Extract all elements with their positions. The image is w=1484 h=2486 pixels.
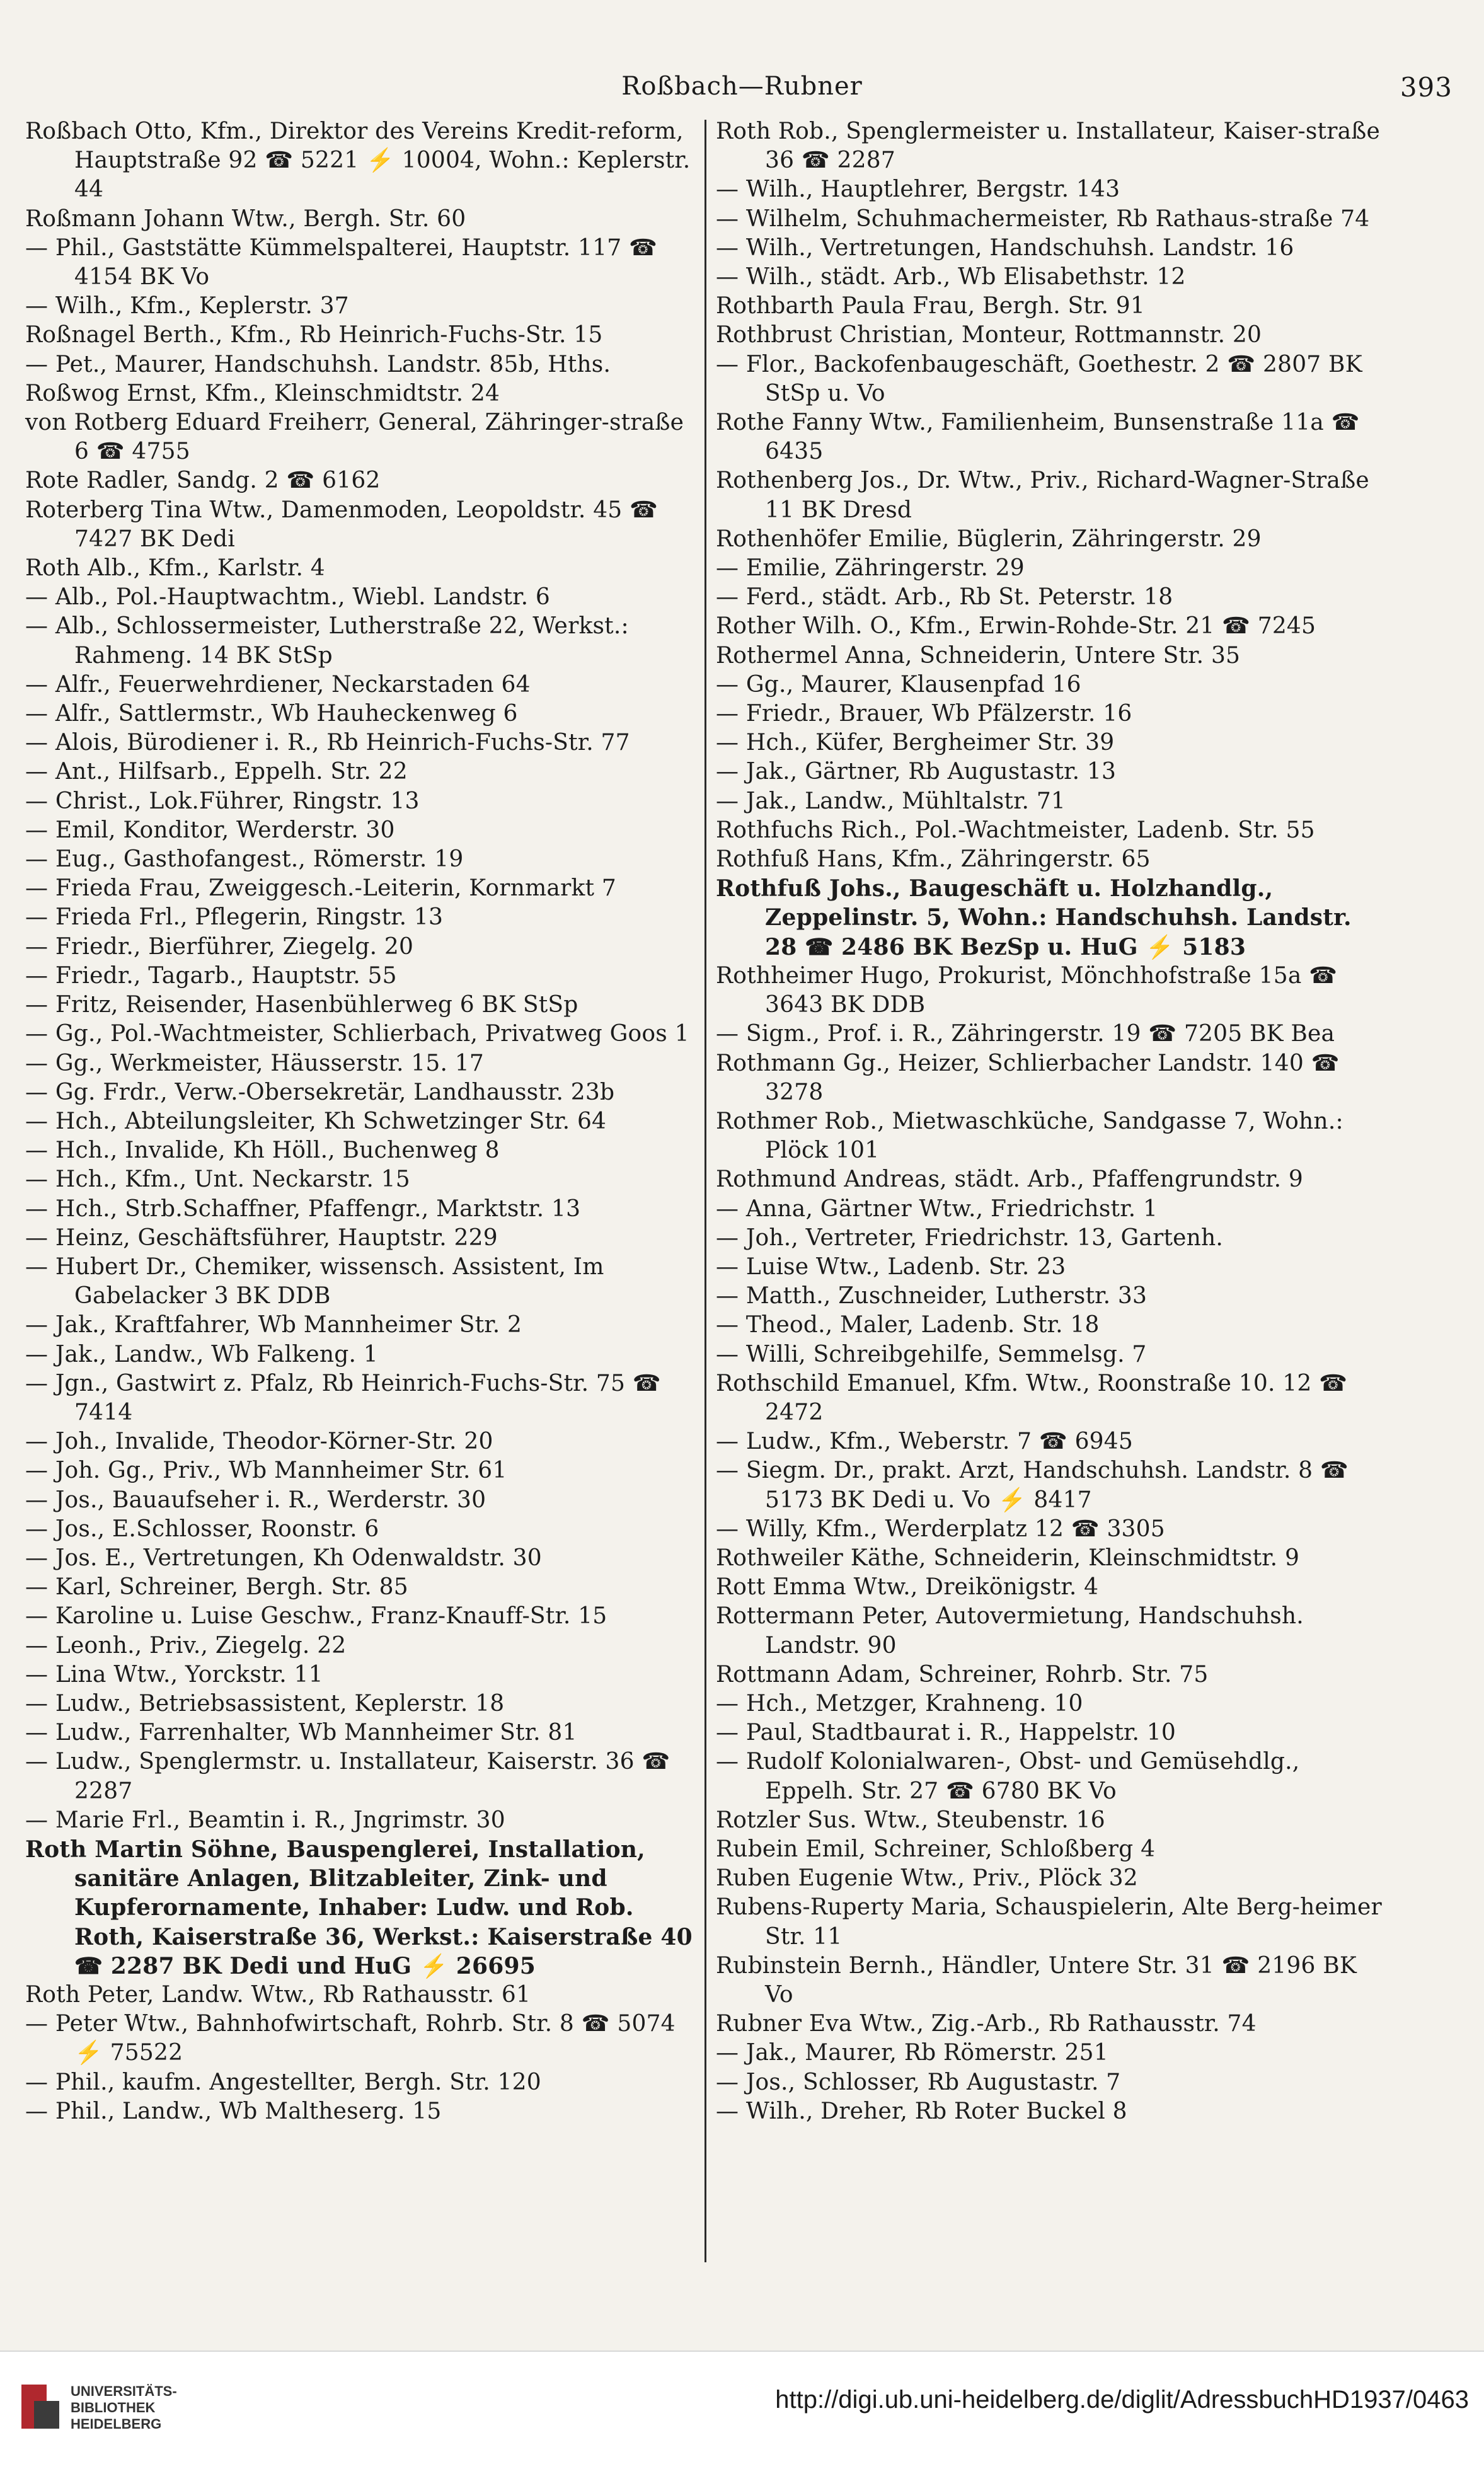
directory-entry: — Ludw., Kfm., Weberstr. 7 ☎ 6945 [716,1429,1134,1455]
directory-entry: — Willy, Kfm., Werderplatz 12 ☎ 3305 [716,1516,1165,1542]
directory-entry: — Jos., Bauaufseher i. R., Werderstr. 30 [25,1487,486,1513]
directory-entry: Rothmann Gg., Heizer, Schlierbacher Landstr. 140 ☎ 3278 [716,1050,1340,1105]
directory-entry: Rubinstein Bernh., Händler, Untere Str. 31 ☎ 2196 BK Vo [716,1952,1357,2008]
directory-entry: — Karoline u. Luise Geschw., Franz-Knauff-Str. 15 [25,1603,607,1630]
directory-entry: — Ludw., Farrenhalter, Wb Mannheimer Str. 81 [25,1720,577,1746]
directory-entry: — Friedr., Tagarb., Hauptstr. 55 [25,962,397,989]
directory-entry: — Joh. Gg., Priv., Wb Mannheimer Str. 61 [25,1458,507,1484]
directory-entry: Rothenberg Jos., Dr. Wtw., Priv., Richard-Wagner-Straße 11 BK Dresd [716,468,1369,523]
directory-entry: — Wilh., Hauptlehrer, Bergstr. 143 [716,176,1120,203]
directory-entry: — Phil., Gaststätte Kümmelspalterei, Hauptstr. 117 ☎ 4154 BK Vo [25,234,658,291]
directory-entry: — Wilh., Vertretungen, Handschuhsh. Landstr. 16 [716,234,1294,261]
directory-entry: — Wilh., Dreher, Rb Roter Buckel 8 [716,2098,1127,2124]
directory-entry: — Leonh., Priv., Ziegelg. 22 [25,1632,347,1659]
directory-entry: Rothbrust Christian, Monteur, Rottmannstr. 20 [716,322,1262,348]
directory-entry: Rothheimer Hugo, Prokurist, Mönchhofstraße 15a ☎ 3643 BK DDB [716,962,1338,1018]
directory-entry: Rottmann Adam, Schreiner, Rohrb. Str. 75 [716,1661,1209,1688]
directory-entry: — Wilh., städt. Arb., Wb Elisabethstr. 12 [716,264,1186,291]
directory-entry: Rothweiler Käthe, Schneiderin, Kleinschmidtstr. 9 [716,1545,1300,1571]
directory-entry: — Karl, Schreiner, Bergh. Str. 85 [25,1574,408,1601]
directory-entry: von Rotberg Eduard Freiherr, General, Zähringer-straße 6 ☎ 4755 [25,410,684,465]
directory-entry: Roth Peter, Landw. Wtw., Rb Rathausstr. 61 [25,1982,531,2008]
directory-entry: Roth Martin Söhne, Bauspenglerei, Installation, sanitäre Anlagen, Blitzableiter, Zink- und Kupferornamente, Inhaber: Ludw. und Rob. Roth, Kaiserstraße 36, Werkst.: Kaiserstraße 40 ☎ 2287 BK Dedi und HuG ⚡ 26695 [25,1836,693,1979]
directory-entry: — Jos., E.Schlosser, Roonstr. 6 [25,1516,379,1542]
directory-entry: — Anna, Gärtner Wtw., Friedrichstr. 1 [716,1195,1158,1222]
directory-entry: — Siegm. Dr., prakt. Arzt, Handschuhsh. Landstr. 8 ☎ 5173 BK Dedi u. Vo ⚡ 8417 [716,1458,1349,1513]
directory-entry: — Hch., Küfer, Bergheimer Str. 39 [716,730,1115,756]
directory-entry: — Christ., Lok.Führer, Ringstr. 13 [25,788,420,814]
directory-entry: — Peter Wtw., Bahnhofwirtschaft, Rohrb. Str. 8 ☎ 5074 ⚡ 75522 [25,2011,676,2066]
directory-entry: — Emilie, Zähringerstr. 29 [716,555,1025,582]
directory-entry: — Heinz, Geschäftsführer, Hauptstr. 229 [25,1224,498,1251]
directory-entry: — Ferd., städt. Arb., Rb St. Peterstr. 18 [716,584,1173,611]
directory-entry: Rottermann Peter, Autovermietung, Handschuhsh. Landstr. 90 [716,1603,1304,1659]
directory-entry: — Matth., Zuschneider, Lutherstr. 33 [716,1283,1148,1309]
directory-entry: — Alfr., Sattlermstr., Wb Hauheckenweg 6 [25,701,518,727]
directory-entry: — Pet., Maurer, Handschuhsh. Landstr. 85b, Hths. [25,351,611,377]
directory-entry: — Willi, Schreibgehilfe, Semmelsg. 7 [716,1341,1147,1367]
directory-entry: — Jak., Maurer, Rb Römerstr. 251 [716,2040,1108,2066]
library-logo[interactable] [10,2366,199,2466]
directory-entry: Roßnagel Berth., Kfm., Rb Heinrich-Fuchs-Str. 15 [25,322,603,348]
directory-entry: — Theod., Maler, Ladenb. Str. 18 [716,1312,1100,1338]
directory-entry: — Wilh., Kfm., Keplerstr. 37 [25,293,349,319]
directory-entry: — Phil., Landw., Wb Maltheserg. 15 [25,2098,442,2124]
directory-entry: — Hch., Invalide, Kh Höll., Buchenweg 8 [25,1137,500,1164]
logo-text [71,2383,177,2432]
directory-entry: Roth Alb., Kfm., Karlstr. 4 [25,555,325,582]
directory-entry: — Frieda Frl., Pflegerin, Ringstr. 13 [25,904,444,931]
directory-entry: Roth Rob., Spenglermeister u. Installateur, Kaiser-straße 36 ☎ 2287 [716,118,1381,174]
directory-entry: — Fritz, Reisender, Hasenbühlerweg 6 BK StSp [25,992,578,1018]
source-url-link[interactable]: http://digi.ub.uni-heidelberg.de/diglit/AdressbuchHD1937/0463 [775,2386,1469,2414]
directory-entry: Rubner Eva Wtw., Zig.-Arb., Rb Rathausstr. 74 [716,2011,1257,2037]
directory-entry: — Hubert Dr., Chemiker, wissensch. Assistent, Im Gabelacker 3 BK DDB [25,1253,604,1309]
logo-line: HEIDELBERG [71,2416,162,2432]
directory-entry: Rubens-Ruperty Maria, Schauspielerin, Alte Berg-heimer Str. 11 [716,1894,1382,1950]
directory-entry: Rote Radler, Sandg. 2 ☎ 6162 [25,468,381,494]
directory-entry: — Friedr., Bierführer, Ziegelg. 20 [25,933,414,960]
directory-entry: — Hch., Kfm., Unt. Neckarstr. 15 [25,1166,410,1193]
directory-entry: Rothe Fanny Wtw., Familienheim, Bunsenstraße 11a ☎ 6435 [716,410,1360,465]
directory-entry: — Alois, Bürodiener i. R., Rb Heinrich-Fuchs-Str. 77 [25,730,630,756]
directory-entry: — Alb., Schlossermeister, Lutherstraße 22, Werkst.: Rahmeng. 14 BK StSp [25,613,629,669]
directory-entry: Rubein Emil, Schreiner, Schloßberg 4 [716,1836,1156,1862]
directory-entry: — Phil., kaufm. Angestellter, Bergh. Str. 120 [25,2069,541,2095]
directory-entry: — Jak., Landw., Wb Falkeng. 1 [25,1341,378,1367]
directory-entry: — Alb., Pol.-Hauptwachtm., Wiebl. Landstr. 6 [25,584,551,611]
left-column [25,117,699,2126]
page-title: Roßbach—Rubner [621,72,863,101]
column-divider [705,120,706,2262]
directory-entry: Rott Emma Wtw., Dreikönigstr. 4 [716,1574,1099,1601]
directory-entry: Rothmund Andreas, städt. Arb., Pfaffengrundstr. 9 [716,1166,1303,1193]
directory-entry: — Jos., Schlosser, Rb Augustastr. 7 [716,2069,1121,2095]
directory-entry: — Jak., Kraftfahrer, Wb Mannheimer Str. 2 [25,1312,522,1338]
directory-entry: Roßmann Johann Wtw., Bergh. Str. 60 [25,205,466,232]
directory-entry: — Rudolf Kolonialwaren-, Obst- und Gemüsehdlg., Eppelh. Str. 27 ☎ 6780 BK Vo [716,1749,1300,1804]
directory-entry: — Gg., Maurer, Klausenpfad 16 [716,671,1081,698]
directory-entry: — Paul, Stadtbaurat i. R., Happelstr. 10 [716,1720,1176,1746]
directory-entry: Rother Wilh. O., Kfm., Erwin-Rohde-Str. 21 ☎ 7245 [716,613,1316,640]
directory-entry: — Jgn., Gastwirt z. Pfalz, Rb Heinrich-Fuchs-Str. 75 ☎ 7414 [25,1370,661,1425]
directory-entry: Rothbarth Paula Frau, Bergh. Str. 91 [716,293,1146,319]
directory-entry: Rothenhöfer Emilie, Büglerin, Zähringerstr. 29 [716,526,1262,552]
directory-entry: — Emil, Konditor, Werderstr. 30 [25,817,395,843]
directory-entry: — Marie Frl., Beamtin i. R., Jngrimstr. 30 [25,1807,505,1833]
directory-entry: Roterberg Tina Wtw., Damenmoden, Leopoldstr. 45 ☎ 7427 BK Dedi [25,497,659,552]
directory-entry: — Ant., Hilfsarb., Eppelh. Str. 22 [25,759,408,785]
directory-entry: Rothmer Rob., Mietwaschküche, Sandgasse 7, Wohn.: Plöck 101 [716,1108,1343,1164]
directory-entry: — Jos. E., Vertretungen, Kh Odenwaldstr. 30 [25,1545,542,1571]
directory-entry: Ruben Eugenie Wtw., Priv., Plöck 32 [716,1865,1138,1892]
directory-entry: — Hch., Strb.Schaffner, Pfaffengr., Marktstr. 13 [25,1195,581,1222]
footer [0,2351,1484,2486]
directory-entry: — Hch., Metzger, Krahneng. 10 [716,1690,1083,1717]
directory-entry: — Joh., Invalide, Theodor-Körner-Str. 20 [25,1429,493,1455]
directory-entry: — Frieda Frau, Zweiggesch.-Leiterin, Kornmarkt 7 [25,875,616,902]
directory-entry: — Lina Wtw., Yorckstr. 11 [25,1661,323,1688]
directory-entry: — Gg., Pol.-Wachtmeister, Schlierbach, Privatweg Goos 1 [25,1021,689,1047]
page-number: 393 [1400,72,1452,103]
directory-entry: Rothermel Anna, Schneiderin, Untere Str. 35 [716,642,1241,669]
directory-entry: — Wilhelm, Schuhmachermeister, Rb Rathaus-straße 74 [716,205,1370,232]
logo-line: UNIVERSITÄTS- [71,2383,177,2399]
directory-entry: — Eug., Gasthofangest., Römerstr. 19 [25,846,464,873]
directory-entry: — Gg. Frdr., Verw.-Obersekretär, Landhausstr. 23b [25,1079,615,1105]
right-column [716,117,1390,2126]
directory-entry: — Friedr., Brauer, Wb Pfälzerstr. 16 [716,701,1132,727]
directory-entry: Rothfuß Johs., Baugeschäft u. Holzhandlg., Zeppelinstr. 5, Wohn.: Handschuhsh. Landstr. 28 ☎ 2486 BK BezSp u. HuG ⚡ 5183 [716,875,1352,960]
directory-entry: Roßwog Ernst, Kfm., Kleinschmidtstr. 24 [25,380,500,406]
directory-entry: — Jak., Landw., Mühltalstr. 71 [716,788,1066,814]
directory-entry: — Jak., Gärtner, Rb Augustastr. 13 [716,759,1117,785]
directory-entry: — Ludw., Betriebsassistent, Keplerstr. 18 [25,1690,505,1717]
logo-line: BIBLIOTHEK [71,2400,156,2415]
directory-entry: — Flor., Backofenbaugeschäft, Goethestr. 2 ☎ 2807 BK StSp u. Vo [716,351,1362,406]
directory-entry: Rothschild Emanuel, Kfm. Wtw., Roonstraße 10. 12 ☎ 2472 [716,1370,1348,1425]
directory-entry: Rotzler Sus. Wtw., Steubenstr. 16 [716,1807,1105,1833]
page-header [25,68,1459,112]
directory-entry: Rothfuß Hans, Kfm., Zähringerstr. 65 [716,846,1151,873]
directory-entry: — Alfr., Feuerwehrdiener, Neckarstaden 64 [25,671,531,698]
directory-entry: — Ludw., Spenglermstr. u. Installateur, Kaiserstr. 36 ☎ 2287 [25,1749,670,1804]
directory-entry: — Sigm., Prof. i. R., Zähringerstr. 19 ☎ 7205 BK Bea [716,1021,1335,1047]
directory-entry: Rothfuchs Rich., Pol.-Wachtmeister, Ladenb. Str. 55 [716,817,1315,843]
directory-entry: — Hch., Abteilungsleiter, Kh Schwetzinger Str. 64 [25,1108,607,1134]
logo-mark-secondary-icon [34,2401,59,2429]
directory-entry: — Luise Wtw., Ladenb. Str. 23 [716,1253,1066,1280]
directory-entry: — Joh., Vertreter, Friedrichstr. 13, Gartenh. [716,1224,1224,1251]
directory-entry: Roßbach Otto, Kfm., Direktor des Vereins Kredit-reform, Hauptstraße 92 ☎ 5221 ⚡ 10004, Wohn.: Keplerstr. 44 [25,118,691,203]
directory-entry: — Gg., Werkmeister, Häusserstr. 15. 17 [25,1050,485,1076]
